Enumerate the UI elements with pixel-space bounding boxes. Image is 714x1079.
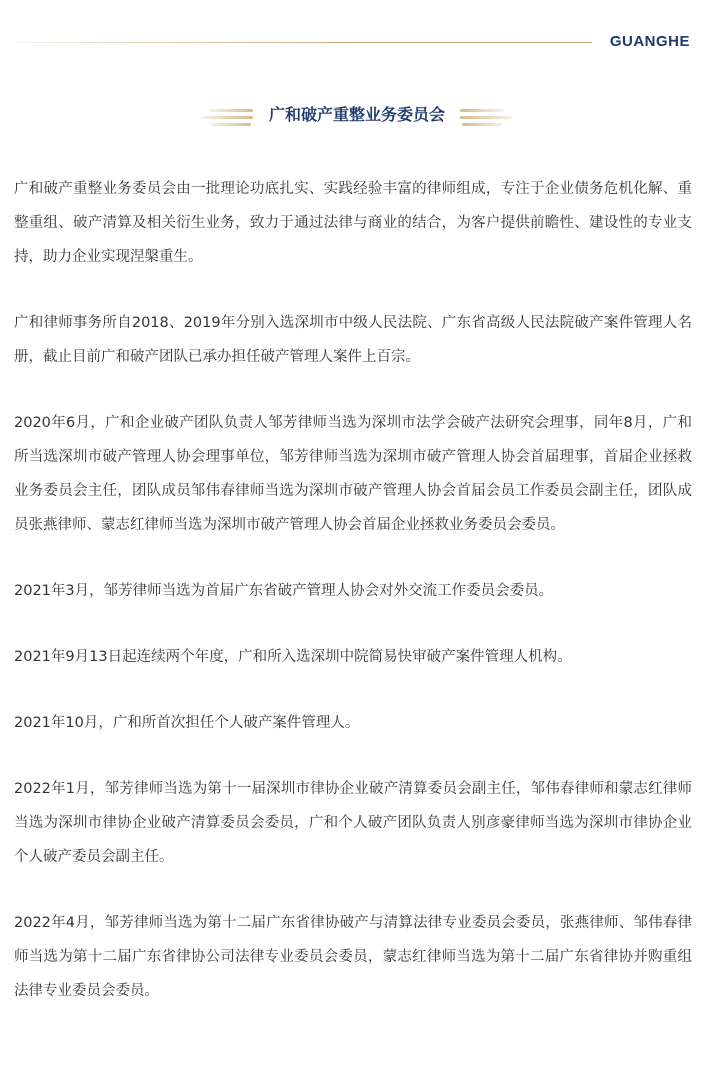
section-title: 广和破产重整业务委员会 [268, 105, 445, 124]
paragraph-2020-06: 2020年6月，广和企业破产团队负责人邹芳律师当选为深圳市法学会破产法研究会理事，同年8月，广和所当选深圳市破产管理人协会理事单位，邹芳律师当选为深圳市破产管理人协会首届理事，首届企业拯救业务委员会主任，团队成员邹伟春律师当选为深圳市破产管理人协会首届会员工作委员会副主任，团队成员张燕律师、蒙志红律师当选为深圳市破产管理人协会首届企业拯救业务委员会委员。 [14, 415, 692, 533]
page-header [0, 0, 714, 90]
paragraph-2021-10: 2021年10月，广和所首次担任个人破产案件管理人。 [14, 715, 360, 731]
paragraph-intro: 广和破产重整业务委员会由一批理论功底扎实、实践经验丰富的律师组成，专注于企业债务危机化解、重整重组、破产清算及相关衍生业务，致力于通过法律与商业的结合，为客户提供前瞻性、建设性的专业支持，助力企业实现涅槃重生。 [14, 181, 692, 265]
brand-logo-text: GUANGHE [609, 33, 690, 50]
section-title-banner [0, 98, 714, 132]
paragraph-2022-04: 2022年4月，邹芳律师当选为第十二届广东省律协破产与清算法律专业委员会委员，张燕律师、邹伟春律师当选为第十二届广东省律协公司法律专业委员会委员，蒙志红律师当选为第十二届广东省律协并购重组法律专业委员会委员。 [14, 915, 692, 999]
paragraph-roster: 广和律师事务所自2018、2019年分别入选深圳市中级人民法院、广东省高级人民法院破产案件管理人名册，截止目前广和破产团队已承办担任破产管理人案件上百宗。 [14, 315, 692, 365]
title-decoration-right [452, 98, 512, 132]
paragraph-2021-09: 2021年9月13日起连续两个年度，广和所入选深圳中院简易快审破产案件管理人机构。 [14, 649, 572, 665]
header-divider [14, 42, 592, 43]
article-body [14, 172, 692, 1008]
paragraph-2021-03: 2021年3月，邹芳律师当选为首届广东省破产管理人协会对外交流工作委员会委员。 [14, 583, 554, 599]
paragraph-2022-01: 2022年1月，邹芳律师当选为第十一届深圳市律协企业破产清算委员会副主任，邹伟春律师和蒙志红律师当选为深圳市律协企业破产清算委员会委员，广和个人破产团队负责人别彦豪律师当选为深圳市律协企业个人破产委员会副主任。 [14, 781, 692, 865]
